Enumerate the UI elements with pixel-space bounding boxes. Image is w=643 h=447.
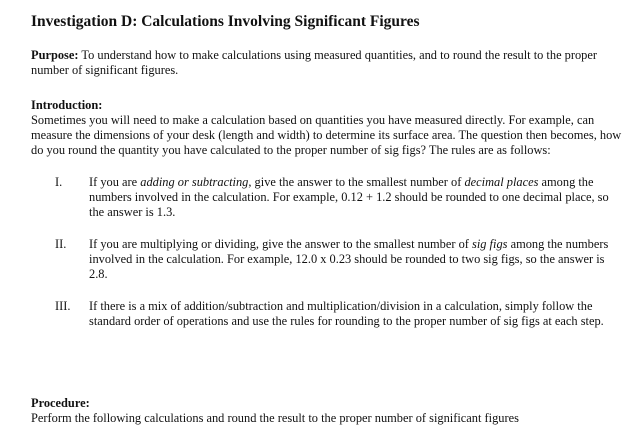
procedure-text: Perform the following calculations and round the result to the proper number of significant figures (31, 411, 519, 425)
rule-text-part: among the numbers involved in the calculation. For example, 12.0 x 0.23 should be rounded to two sig figs, so the answer is 2.8. (89, 237, 609, 281)
rule-emphasis: sig figs (472, 237, 508, 251)
rule-text-part: If you are multiplying or dividing, give the answer to the smallest number of (89, 237, 472, 251)
rules-list (31, 175, 623, 329)
document-page (31, 12, 623, 425)
introduction-text: Sometimes you will need to make a calculation based on quantities you have measured directly. For example, can measure the dimensions of your desk (length and width) to determine its surface area. The question then becomes, how do you round the quantity you have calculated to the proper number of sig figs? The rules are as follows: (31, 113, 622, 157)
rule-text (89, 237, 623, 282)
rule-text-part: If you are (89, 175, 141, 189)
rule-item (31, 237, 623, 282)
purpose-paragraph (31, 48, 623, 78)
rule-text: If there is a mix of addition/subtraction and multiplication/division in a calculation, simply follow the standard order of operations and use the rules for rounding to the proper number of sig figs at each step. (89, 299, 604, 328)
purpose-label: Purpose: (31, 48, 79, 62)
rule-emphasis: decimal places (464, 175, 539, 189)
introduction-heading: Introduction: (31, 98, 103, 112)
procedure-heading: Procedure: (31, 396, 90, 410)
rule-text-part: among the numbers involved in the calculation. For example, 0.12 + 1.2 should be rounded to one decimal place, so the answer is 1.3. (89, 175, 609, 219)
rule-number: II. (55, 237, 67, 251)
rule-item (31, 299, 623, 329)
purpose-text: To understand how to make calculations using measured quantities, and to round the result to the proper number of significant figures. (31, 48, 597, 77)
page-title: Investigation D: Calculations Involving Significant Figures (31, 13, 420, 30)
rule-text-part: , give the answer to the smallest number of (248, 175, 465, 189)
rule-emphasis: adding or subtracting (140, 175, 249, 189)
rule-text (89, 175, 623, 220)
rule-number: III. (55, 299, 71, 313)
procedure-section (31, 396, 519, 426)
rule-number: I. (55, 175, 63, 189)
rule-item (31, 175, 623, 220)
